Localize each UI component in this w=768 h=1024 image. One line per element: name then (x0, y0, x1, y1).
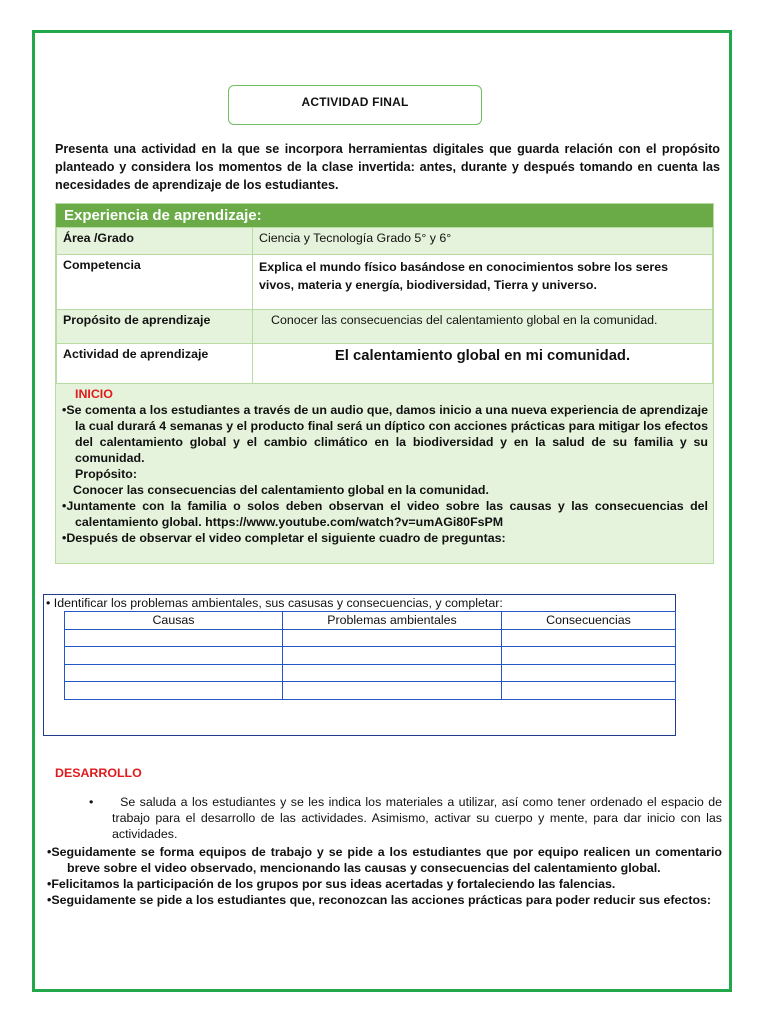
problems-box (43, 594, 676, 736)
problems-table (64, 611, 676, 700)
inicio-section (56, 384, 713, 546)
table-row (65, 664, 676, 682)
area-value: Ciencia y Tecnología Grado 5° y 6° (253, 228, 713, 255)
table-cell[interactable] (283, 647, 502, 665)
info-table (56, 227, 713, 384)
table-cell[interactable] (65, 682, 283, 700)
desarrollo-bullet-1: • Se saluda a los estudiantes y se les indica los materiales a utilizar, así como tener ordenado el espacio de trabajo para el desarrollo de las actividades. Asimismo, activar su cuerpo y mente, para dar inicio con las actividades. (89, 795, 722, 841)
inicio-heading: INICIO (75, 387, 113, 401)
table-cell[interactable] (502, 629, 676, 647)
table-cell[interactable] (283, 682, 502, 700)
column-header-problemas: Problemas ambientales (283, 612, 502, 630)
table-cell[interactable] (502, 682, 676, 700)
competencia-value: Explica el mundo físico basándose en conocimientos sobre los seres vivos, materia y energía, biodiversidad, Tierra y universo. (253, 255, 713, 310)
table-cell[interactable] (65, 629, 283, 647)
table-cell[interactable] (283, 664, 502, 682)
experience-header: Experiencia de aprendizaje: (56, 204, 713, 227)
table-row (65, 682, 676, 700)
inicio-paragraph-2: •Juntamente con la familia o solos deben observan el video sobre las causas y las consecuencias del calentamiento global. https://www.youtube.com/watch?v=umAGi80FsPM (62, 499, 708, 529)
competencia-label: Competencia (57, 255, 253, 310)
table-row (65, 647, 676, 665)
experience-table (55, 203, 714, 564)
table-cell[interactable] (502, 647, 676, 665)
desarrollo-bullet-4: •Seguidamente se pide a los estudiantes que, reconozcan las acciones prácticas para poder reducir sus efectos: (47, 893, 712, 907)
proposito-value: Conocer las consecuencias del calentamiento global en la comunidad. (253, 310, 713, 344)
actividad-label: Actividad de aprendizaje (57, 344, 253, 384)
column-header-causas: Causas (65, 612, 283, 630)
intro-paragraph: Presenta una actividad en la que se incorpora herramientas digitales que guarda relación con el propósito planteado y considera los momentos de la clase invertida: antes, durante y después tomando en cuenta las necesidades de aprendizaje de los estudiantes. (55, 142, 720, 192)
desarrollo-bullet-2: •Seguidamente se forma equipos de trabajo y se pide a los estudiantes que por equipo realicen un comentario breve sobre el video observado, mencionando las causas y consecuencias del calentamiento global. (47, 845, 722, 875)
inicio-proposito-label: Propósito: (75, 467, 137, 481)
inicio-paragraph-1: •Se comenta a los estudiantes a través de un audio que, damos inicio a una nueva experiencia de aprendizaje la cual durará 4 semanas y el producto final será un díptico con acciones prácticas para mitigar los efectos del calentamiento global y el cambio climático en la biodiversidad y en la salud de su familia y su comunidad. (62, 403, 708, 465)
table-row (65, 629, 676, 647)
inicio-paragraph-3: •Después de observar el video completar el siguiente cuadro de preguntas: (62, 531, 506, 545)
inicio-proposito-text: Conocer las consecuencias del calentamiento global en la comunidad. (73, 483, 489, 497)
table-cell[interactable] (65, 647, 283, 665)
proposito-label: Propósito de aprendizaje (57, 310, 253, 344)
desarrollo-heading: DESARROLLO (55, 766, 142, 780)
desarrollo-bullet-3: •Felicitamos la participación de los grupos por sus ideas acertadas y fortaleciendo las falencias. (47, 877, 616, 891)
area-label: Área /Grado (57, 228, 253, 255)
table-cell[interactable] (65, 664, 283, 682)
desarrollo-section (47, 794, 722, 908)
table-cell[interactable] (283, 629, 502, 647)
column-header-consecuencias: Consecuencias (502, 612, 676, 630)
page-title: ACTIVIDAD FINAL (301, 95, 409, 109)
table-cell[interactable] (502, 664, 676, 682)
title-box (228, 85, 482, 125)
problems-instruction: • Identificar los problemas ambientales, sus casusas y consecuencias, y completar: (46, 596, 503, 610)
actividad-value: El calentamiento global en mi comunidad. (253, 344, 713, 384)
